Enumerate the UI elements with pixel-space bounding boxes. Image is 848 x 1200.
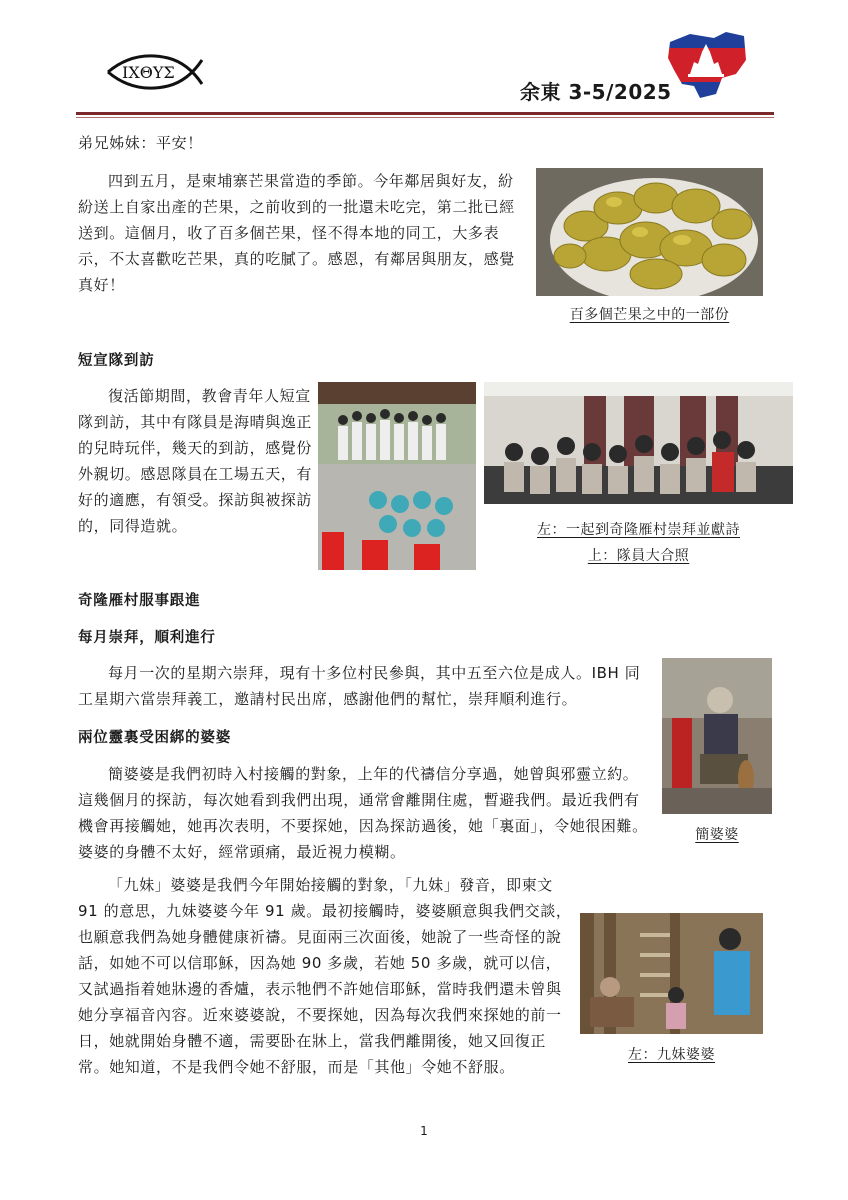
issue-title: 余東 3-5/2025 [520,80,672,104]
intro-paragraph: 四到五月，是柬埔寨芒果當造的季節。今年鄰居與好友，紛紛送上自家出產的芒果，之前收到的一批還未吃完，第二批已經送到。這個月，收了百多個芒果，怪不得本地的同工，大多表示，不太喜歡吃芒果，真的吃膩了。感恩，有鄰居與朋友，感覺真好！ [78,172,515,294]
grandma-jian-caption: 簡婆婆 [695,827,739,843]
mango-photo-caption: 百多個芒果之中的一部份 [569,307,730,323]
sub1-title: 每月崇拜，順利進行 [78,630,216,646]
team-caption-top: 上：隊員大合照 [587,548,690,564]
mango-photo [536,168,763,296]
team-group-photo [484,382,793,504]
sub2-paragraph1: 簡婆婆是我們初時入村接觸的對象，上年的代禱信分享過，她曾與邪靈立約。這幾個月的探訪，每次她看到我們出現，通常會離開住處，暫避我們。最近我們有機會再接觸她，她再次表明，不要探她，因為探訪過後，她「裏面」，令她很困難。婆婆的身體不太好，經常頭痛，最近視力模糊。 [78,765,648,861]
team-paragraph: 復活節期間，教會青年人短宣隊到訪，其中有隊員是海晴與逸正的兒時玩伴，幾天的到訪，感覺份外親切。感恩隊員在工場五天，有好的適應，有領受。探訪與被探訪的，同得造就。 [78,387,313,535]
choir-photo [318,382,476,570]
sub2-title: 兩位靈裏受困綁的婆婆 [78,730,231,746]
team-caption-left: 左：一起到奇隆雁村崇拜並獻詩 [537,522,740,538]
greeting: 弟兄姊妹：平安！ [78,134,203,152]
logo-text: IXΘYΣ [122,63,175,82]
section-village-title: 奇隆雁村服事跟進 [78,593,201,609]
ichthys-logo-icon [104,50,212,94]
grandma-jian-photo [662,658,772,814]
sub2-paragraph2: 「九妹」婆婆是我們今年開始接觸的對象，「九妹」發音，即柬文 91 的意思，九妹婆婆今年 91 歲。最初接觸時，婆婆願意與我們交談，也願意我們為她身體健康祈禱。見面兩三次面後，她說了一些奇怪的說話，如她不可以信耶穌，因為她 90 多歲，若她 50 多歲，就可以信，又試過指着她牀邊的香爐，表示牠們不許她信耶穌，當時我們還未曾與她分享福音內容。近來婆婆說，不要探她，因為每次我們來探她的前一日，她就開始身體不適，需要卧在牀上，當我們離開後，她又回復正常。她知道，不是我們令她不舒服，而是「其他」令她不舒服。 [78,876,572,1076]
section-team-title: 短宣隊到訪 [78,353,155,369]
sub1-paragraph: 每月一次的星期六崇拜，現有十多位村民參與，其中五至六位是成人。IBH 同工星期六當崇拜義工，邀請村民出席，感謝他們的幫忙，崇拜順利進行。 [78,664,641,708]
grandma-ninemei-photo [580,913,763,1034]
header-rule [76,112,774,115]
page-number: 1 [420,1124,428,1138]
grandma-ninemei-caption: 左：九妹婆婆 [628,1047,715,1063]
header-rule-thin [76,117,774,118]
cambodia-map-flag-icon [664,30,748,100]
